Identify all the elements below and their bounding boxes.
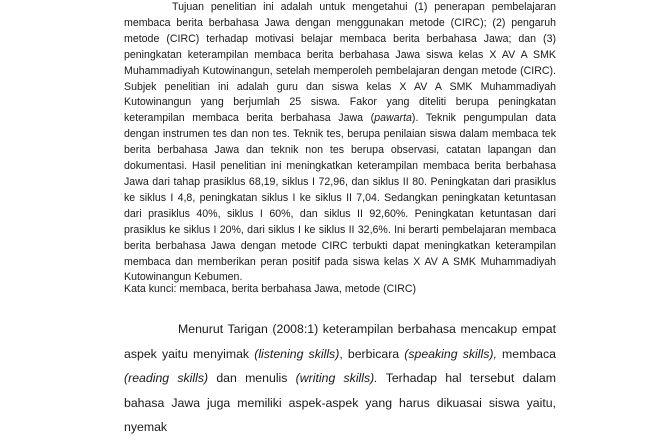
body-text-1: Menurut Tarigan (2008:1) keterampilan berbahasa mencakup empat aspek yaitu menyimak xyxy=(124,322,556,361)
body-italic-writing: (writing skills). xyxy=(295,371,378,385)
body-text-2: , berbicara xyxy=(339,346,405,361)
body-text-3: membaca xyxy=(496,346,556,361)
body-italic-speaking: (speaking skills), xyxy=(404,346,497,361)
body-section xyxy=(124,317,556,440)
body-italic-listening: (listening skills) xyxy=(254,346,340,361)
body-italic-reading: (reading skills) xyxy=(124,371,209,385)
abstract-paragraph xyxy=(124,0,556,286)
abstract-text-1: Tujuan penelitian ini adalah untuk mengetahui (1) penerapan pembelajaran membaca berita berbahasa Jawa dengan menggunakan metode (CIRC); (2) pengaruh metode (CIRC) terhadap motivasi belajar membaca berita berbahasa Jawa; dan (3) peningkatan keterampilan membaca berita berbahasa Jawa siswa kelas X AV A SMK Muhammadiyah Kutowinangun, setelah memperoleh pembelajaran dengan metode (CIRC). Subjek penelitian ini adalah guru dan siswa kelas X AV A SMK Muhammadiyah Kutowinangun yang berjumlah 25 siswa. Fakor yang diteliti berupa peningkatan keterampilan membaca berita berbahasa Jawa ( xyxy=(124,1,556,125)
abstract-italic-term: pawarta xyxy=(374,112,412,125)
abstract-text-2: ). Teknik pengumpulan data dengan instrumen tes dan non tes. Teknik tes, berupa penilaian siswa dalam membaca tek berita berbahasa Jawa dan teknik non tes berupa observasi, catatan lapangan dan dokumentasi. Hasil penelitian ini meningkatkan keterampilan membaca berita berbahasa Jawa dari tahap prasiklus 68,19, siklus I 72,96, dan siklus II 80. Peningkatan dari prasiklus ke siklus I 4,8, peningkatan siklus I ke siklus II 7,04. Sedangkan peningkatan ketuntasan dari prasiklus 40%, siklus I 60%, dan siklus II 92,60%. Peningkatan ketuntasan dari prasiklus ke siklus I 20%, dari siklus I ke siklus II 32,6%. Ini berarti pembelajaran membaca berita berbahasa Jawa dengan metode CIRC terbukti dapat meningkatkan keterampilan membaca dan memberikan peran positif pada siswa kelas X AV A SMK Muhammadiyah Kutowinangun Kebumen. xyxy=(124,112,556,284)
body-paragraph xyxy=(124,317,556,440)
abstract-section xyxy=(124,0,556,286)
keywords-line: Kata kunci: membaca, berita berbahasa Jawa, metode (CIRC) xyxy=(124,283,417,295)
body-text-4: dan menulis xyxy=(208,371,296,385)
body-text-5: Terhadap hal tersebut dalam bahasa Jawa juga memiliki aspek-aspek yang harus dikuasai siswa yaitu, nyemak xyxy=(124,371,556,434)
